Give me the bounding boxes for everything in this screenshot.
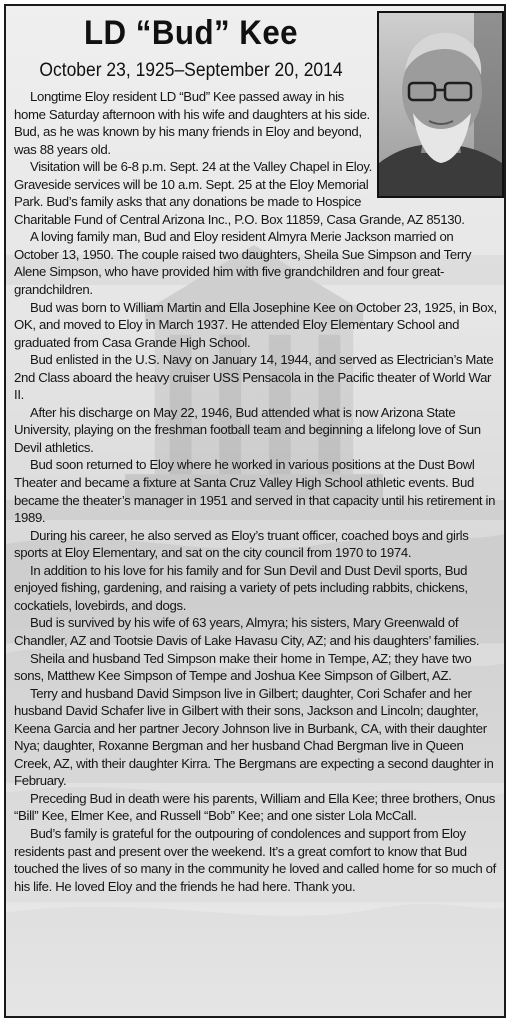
paragraph-preceded: Preceding Bud in death were his parents, William and Ella Kee; three brothers, Onus “Bill” Kee, Elmer Kee, and Russell “Bob” Kee; and one sister Lola McCall. (14, 790, 496, 824)
obituary-name: LD “Bud” Kee (83, 14, 299, 52)
paragraph-survivors: Bud is survived by his wife of 63 years, Almyra; his sisters, Mary Greenwald of Chandler, AZ and Tootsie Davis of Lake Havasu City, AZ; and his daughters’ families. (14, 615, 480, 648)
paragraph-theater: Bud soon returned to Eloy where he worked in various positions at the Dust Bowl Theater and became a fixture at Santa Cruz Valley High School athletic events. Bud became the theater’s manager in 1951 and served in that capacity until his retirement in 1989. (14, 457, 496, 526)
paragraph-university: After his discharge on May 22, 1946, Bud attended what is now Arizona State University, playing on the freshman football team and beginning a lifelong love of Sun Devil athletics. (14, 404, 481, 455)
paragraph-birth: Bud was born to William Martin and Ella Josephine Kee on October 23, 1925, in Box, OK, and moved to Eloy in March 1937. He attended Eloy Elementary School and graduated from Casa Grande High School. (14, 299, 497, 350)
paragraph-marriage: A loving family man, Bud and Eloy resident Almyra Merie Jackson married on October 13, 1950. The couple raised two daughters, Sheila Sue Simpson and Terry Alene Simpson, who have provided him with five grandchildren and four great-grandchildren. (14, 229, 472, 298)
paragraph-thanks: Bud’s family is grateful for the outpouring of condolences and support from Eloy residents past and present over the weekend. It’s a great comfort to know that Bud touched the lives of so many in the community he loved and called home for so much of his life. He loved Eloy and the friends he had here. Thank you. (14, 825, 496, 894)
obituary-body (14, 88, 500, 895)
paragraph-death-notice: Longtime Eloy resident LD “Bud” Kee passed away in his home Saturday afternoon with his wife and daughters at his side. Bud, as he was known by his many friends in Eloy and beyond, was 88 years old. (14, 89, 370, 157)
paragraph-sheila-family: Sheila and husband Ted Simpson make their home in Tempe, AZ; they have two sons, Matthew Kee Simpson of Tempe and Joshua Kee Simpson of Gilbert, AZ. (14, 650, 472, 684)
photo-wrap-spacer (372, 158, 500, 198)
obituary-clipping (4, 4, 506, 1018)
paragraph-terry-family: Terry and husband David Simpson live in Gilbert; daughter, Cori Schafer and her husband David Schafer live in Gilbert with their sons, Jackson and Lincoln; daughter, Keena Garcia and her partner Jecory Johnson live in Burbank, CA, with their daughter Nya; daughter, Roxanne Bergman and her husband Chad Bergman live in Queen Creek, AZ, with their daughter Kirra. The Bergmans are expecting a second daughter in February. (14, 685, 494, 789)
paragraph-career: During his career, he also served as Eloy’s truant officer, coached boys and girls sports at Eloy Elementary, and sat on the city council from 1970 to 1974. (14, 527, 469, 561)
paragraph-services: Visitation will be 6-8 p.m. Sept. 24 at the Valley Chapel in Eloy. Graveside services will be 10 a.m. Sept. 25 at the Eloy Memorial Park. Bud’s family asks that any donations be made to Hospice Charitable Fund of Central Arizona Inc., P.O. Box 11859, Casa Grande, AZ 85130. (14, 158, 500, 228)
paragraph-hobbies: In addition to his love for his family and for Sun Devil and Dust Devil sports, Bud enjoyed fishing, gardening, and raising a variety of pets including rabbits, chickens, cockatiels, lovebirds, and dogs. (14, 562, 468, 613)
paragraph-navy: Bud enlisted in the U.S. Navy on January 14, 1944, and served as Electrician’s Mate 2nd Class aboard the heavy cruiser USS Pensacola in the Pacific theater of World War II. (14, 352, 494, 403)
obituary-dates: October 23, 1925–September 20, 2014 (39, 60, 343, 81)
